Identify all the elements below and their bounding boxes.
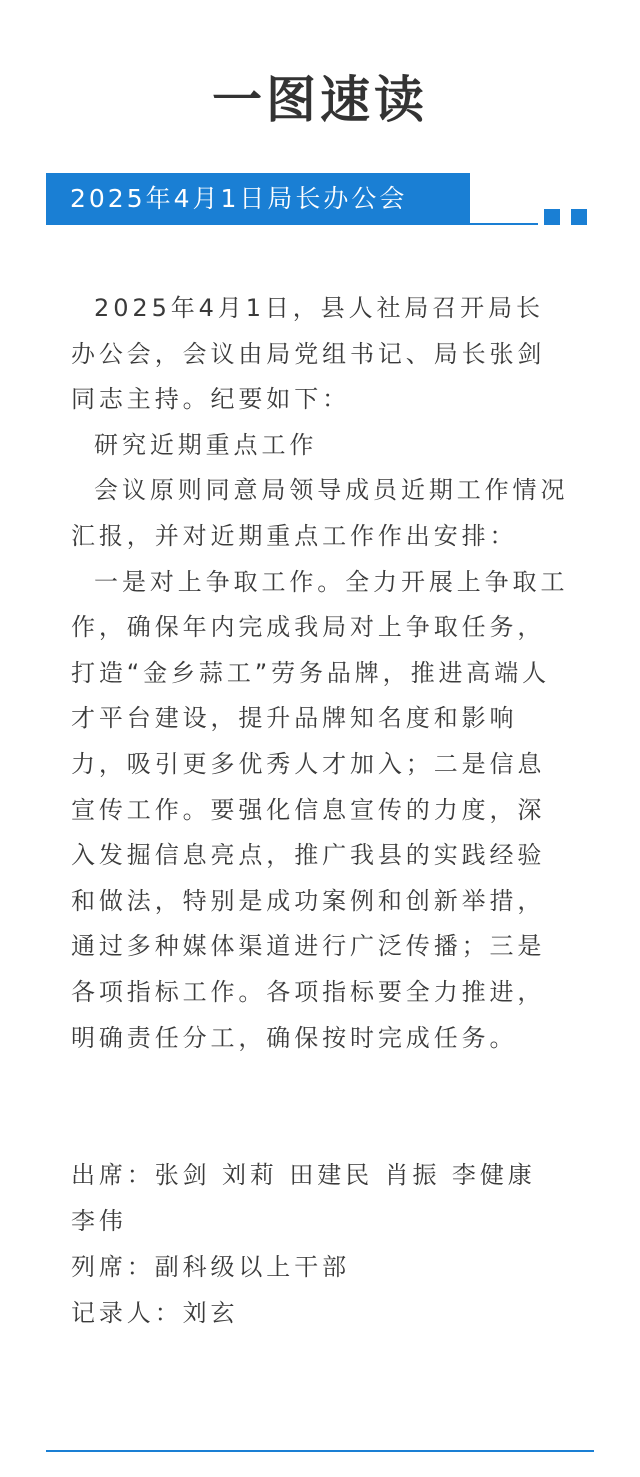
banner-underline [470, 223, 538, 225]
meeting-banner-label: 2025年4月1日局长办公会 [70, 184, 408, 213]
recorder-line: 记录人：刘玄 [71, 1299, 239, 1327]
minutes-body [71, 286, 571, 1061]
present-list: 出席：张剑 刘莉 田建民 肖振 李健康 李伟 [71, 1161, 536, 1235]
attendance-block [71, 1152, 571, 1336]
section-heading: 研究近期重点工作 [71, 430, 318, 459]
page-title: 一图速读 [212, 71, 428, 129]
decor-square-icon [544, 209, 560, 225]
meeting-banner [46, 173, 470, 225]
summary-paragraph: 会议原则同意局领导成员近期工作情况汇报，并对近期重点工作作出安排： [71, 476, 569, 550]
intro-paragraph: 2025年4月1日，县人社局召开局长办公会，会议由局党组书记、局长张剑同志主持。纪要如下： [71, 294, 546, 414]
observers-list: 列席：副科级以上干部 [71, 1253, 350, 1281]
tasks-paragraph: 一是对上争取工作。全力开展上争取工作，确保年内完成我局对上争取任务，打造“金乡蒜工”劳务品牌，推进高端人才平台建设，提升品牌知名度和影响力，吸引更多优秀人才加入；二是信息宣传工作。要强化信息宣传的力度，深入发掘信息亮点，推广我县的实践经验和做法，特别是成功案例和创新举措，通过多种媒体渠道进行广泛传播；三是各项指标工作。各项指标要全力推进，明确责任分工，确保按时完成任务。 [71, 567, 569, 1052]
decor-square-icon [571, 209, 587, 225]
bottom-divider [46, 1450, 594, 1452]
